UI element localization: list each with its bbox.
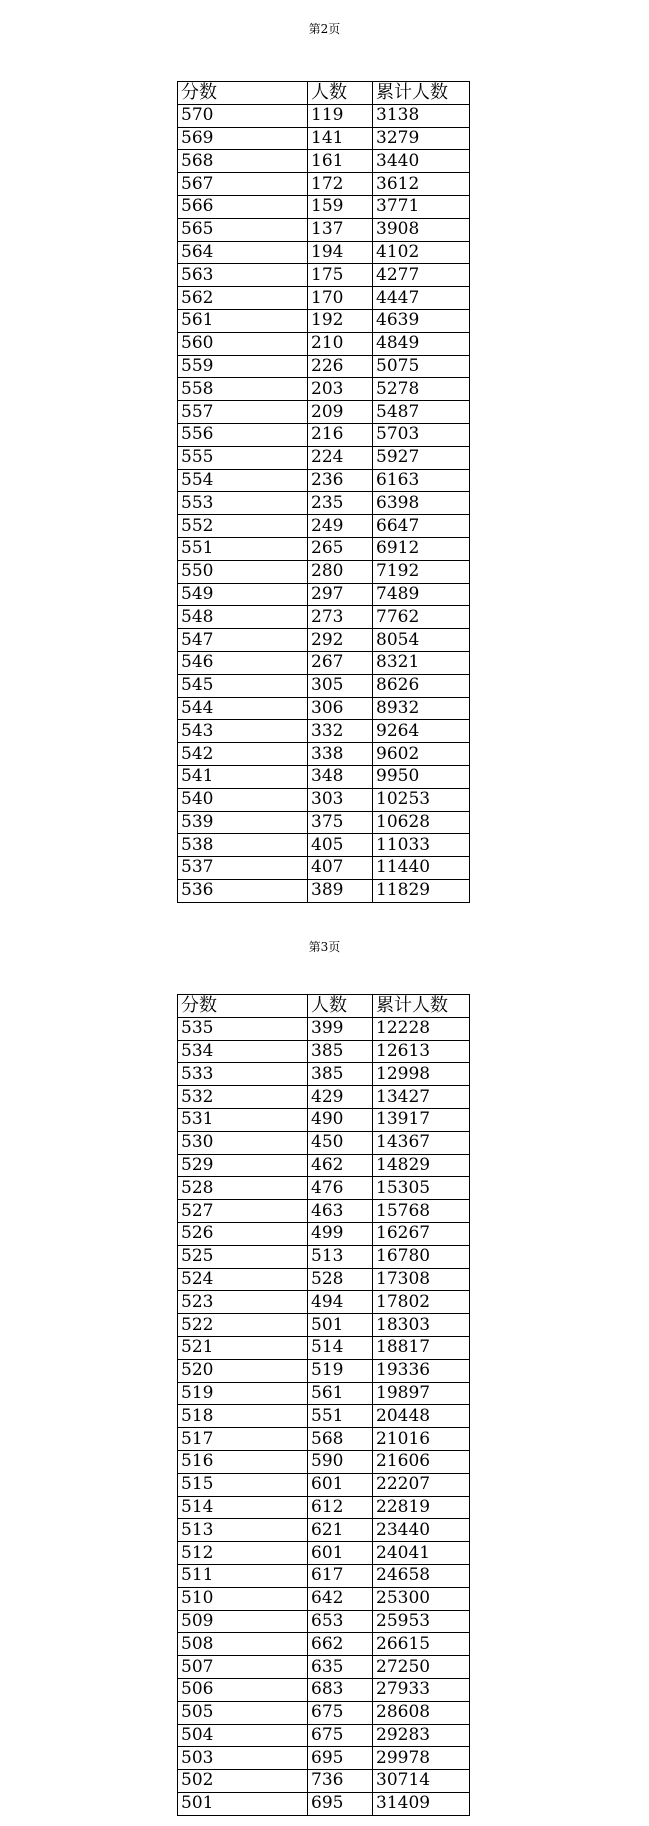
cell-count: 590: [308, 1450, 373, 1473]
cell-score: 536: [178, 879, 308, 902]
cell-score: 532: [178, 1086, 308, 1109]
cell-count: 375: [308, 811, 373, 834]
cell-count: 621: [308, 1519, 373, 1542]
cell-score: 560: [178, 332, 308, 355]
table-row: [178, 765, 470, 788]
header-cumulative: 累计人数: [373, 995, 470, 1018]
table-row: [178, 1154, 470, 1177]
cell-count: 235: [308, 492, 373, 515]
cell-count: 450: [308, 1131, 373, 1154]
table-row: [178, 1564, 470, 1587]
cell-score: 524: [178, 1268, 308, 1291]
cell-score: 566: [178, 195, 308, 218]
cell-cumulative: 22819: [373, 1496, 470, 1519]
cell-score: 547: [178, 629, 308, 652]
cell-score: 508: [178, 1633, 308, 1656]
cell-score: 507: [178, 1656, 308, 1679]
cell-count: 514: [308, 1336, 373, 1359]
table-body: [178, 104, 470, 902]
cell-cumulative: 20448: [373, 1405, 470, 1428]
cell-score: 538: [178, 834, 308, 857]
cell-score: 523: [178, 1291, 308, 1314]
cell-score: 510: [178, 1587, 308, 1610]
table-row: [178, 1291, 470, 1314]
cell-score: 565: [178, 218, 308, 241]
table-row: [178, 1040, 470, 1063]
cell-cumulative: 5703: [373, 423, 470, 446]
cell-count: 675: [308, 1701, 373, 1724]
cell-cumulative: 7762: [373, 606, 470, 629]
table-row: [178, 1086, 470, 1109]
cell-cumulative: 17802: [373, 1291, 470, 1314]
table-row: [178, 1245, 470, 1268]
table-row: [178, 1405, 470, 1428]
cell-score: 546: [178, 651, 308, 674]
cell-score: 563: [178, 264, 308, 287]
table-row: [178, 697, 470, 720]
cell-cumulative: 18303: [373, 1314, 470, 1337]
cell-cumulative: 16780: [373, 1245, 470, 1268]
cell-cumulative: 3440: [373, 150, 470, 173]
cell-count: 332: [308, 720, 373, 743]
cell-count: 653: [308, 1610, 373, 1633]
cell-cumulative: 21016: [373, 1428, 470, 1451]
cell-count: 407: [308, 857, 373, 880]
cell-score: 535: [178, 1017, 308, 1040]
table-row: [178, 674, 470, 697]
table-row: [178, 218, 470, 241]
cell-count: 429: [308, 1086, 373, 1109]
cell-count: 267: [308, 651, 373, 674]
cell-cumulative: 8626: [373, 674, 470, 697]
cell-count: 175: [308, 264, 373, 287]
cell-score: 502: [178, 1770, 308, 1793]
cell-cumulative: 24041: [373, 1542, 470, 1565]
cell-count: 476: [308, 1177, 373, 1200]
cell-score: 556: [178, 423, 308, 446]
cell-count: 490: [308, 1108, 373, 1131]
cell-score: 522: [178, 1314, 308, 1337]
header-count: 人数: [308, 995, 373, 1018]
cell-cumulative: 4102: [373, 241, 470, 264]
cell-score: 505: [178, 1701, 308, 1724]
cell-score: 559: [178, 355, 308, 378]
cell-cumulative: 12228: [373, 1017, 470, 1040]
cell-count: 338: [308, 743, 373, 766]
table-row: [178, 1633, 470, 1656]
table-row: [178, 1792, 470, 1815]
table-row: [178, 1610, 470, 1633]
cell-score: 513: [178, 1519, 308, 1542]
cell-cumulative: 10628: [373, 811, 470, 834]
cell-count: 172: [308, 173, 373, 196]
cell-score: 558: [178, 378, 308, 401]
cell-score: 509: [178, 1610, 308, 1633]
cell-score: 543: [178, 720, 308, 743]
cell-cumulative: 31409: [373, 1792, 470, 1815]
cell-cumulative: 6912: [373, 537, 470, 560]
cell-count: 463: [308, 1200, 373, 1223]
cell-cumulative: 14829: [373, 1154, 470, 1177]
cell-cumulative: 21606: [373, 1450, 470, 1473]
table-row: [178, 355, 470, 378]
table-row: [178, 515, 470, 538]
cell-count: 601: [308, 1473, 373, 1496]
cell-count: 159: [308, 195, 373, 218]
cell-score: 537: [178, 857, 308, 880]
cell-score: 520: [178, 1359, 308, 1382]
cell-count: 297: [308, 583, 373, 606]
cell-cumulative: 26615: [373, 1633, 470, 1656]
cell-cumulative: 23440: [373, 1519, 470, 1542]
cell-cumulative: 11829: [373, 879, 470, 902]
cell-score: 570: [178, 104, 308, 127]
score-table-page-3: [177, 994, 470, 1816]
cell-count: 642: [308, 1587, 373, 1610]
cell-score: 527: [178, 1200, 308, 1223]
cell-cumulative: 12998: [373, 1063, 470, 1086]
table-row: [178, 309, 470, 332]
cell-score: 518: [178, 1405, 308, 1428]
cell-count: 617: [308, 1564, 373, 1587]
cell-cumulative: 3612: [373, 173, 470, 196]
cell-score: 554: [178, 469, 308, 492]
cell-count: 273: [308, 606, 373, 629]
table-row: [178, 378, 470, 401]
cell-count: 119: [308, 104, 373, 127]
cell-cumulative: 13427: [373, 1086, 470, 1109]
table-row: [178, 1200, 470, 1223]
table-row: [178, 1359, 470, 1382]
cell-score: 503: [178, 1747, 308, 1770]
table-row: [178, 287, 470, 310]
cell-count: 405: [308, 834, 373, 857]
cell-cumulative: 29283: [373, 1724, 470, 1747]
cell-score: 534: [178, 1040, 308, 1063]
table-header-row: [178, 82, 470, 105]
cell-cumulative: 4849: [373, 332, 470, 355]
table-row: [178, 104, 470, 127]
header-cumulative: 累计人数: [373, 82, 470, 105]
cell-count: 462: [308, 1154, 373, 1177]
table-row: [178, 264, 470, 287]
cell-score: 506: [178, 1678, 308, 1701]
cell-count: 399: [308, 1017, 373, 1040]
table-row: [178, 195, 470, 218]
cell-count: 494: [308, 1291, 373, 1314]
cell-cumulative: 5927: [373, 446, 470, 469]
cell-cumulative: 4447: [373, 287, 470, 310]
cell-score: 548: [178, 606, 308, 629]
cell-count: 635: [308, 1656, 373, 1679]
table-row: [178, 1428, 470, 1451]
table-row: [178, 1587, 470, 1610]
cell-cumulative: 19897: [373, 1382, 470, 1405]
cell-count: 513: [308, 1245, 373, 1268]
cell-score: 542: [178, 743, 308, 766]
cell-cumulative: 8932: [373, 697, 470, 720]
cell-score: 540: [178, 788, 308, 811]
page-label: 第2页: [308, 22, 341, 36]
cell-score: 553: [178, 492, 308, 515]
table-row: [178, 1063, 470, 1086]
table-row: [178, 1177, 470, 1200]
cell-count: 236: [308, 469, 373, 492]
table-row: [178, 1678, 470, 1701]
cell-cumulative: 15768: [373, 1200, 470, 1223]
cell-score: 528: [178, 1177, 308, 1200]
cell-cumulative: 3908: [373, 218, 470, 241]
cell-cumulative: 24658: [373, 1564, 470, 1587]
header-score: 分数: [178, 82, 308, 105]
table-row: [178, 423, 470, 446]
header-count: 人数: [308, 82, 373, 105]
table-row: [178, 788, 470, 811]
cell-count: 265: [308, 537, 373, 560]
cell-count: 305: [308, 674, 373, 697]
cell-count: 192: [308, 309, 373, 332]
table-row: [178, 1496, 470, 1519]
cell-score: 514: [178, 1496, 308, 1519]
cell-count: 612: [308, 1496, 373, 1519]
cell-score: 541: [178, 765, 308, 788]
cell-score: 555: [178, 446, 308, 469]
cell-cumulative: 6647: [373, 515, 470, 538]
cell-score: 512: [178, 1542, 308, 1565]
cell-cumulative: 6163: [373, 469, 470, 492]
cell-cumulative: 30714: [373, 1770, 470, 1793]
cell-cumulative: 5278: [373, 378, 470, 401]
table-row: [178, 1017, 470, 1040]
cell-count: 203: [308, 378, 373, 401]
cell-cumulative: 15305: [373, 1177, 470, 1200]
table-row: [178, 1519, 470, 1542]
table-row: [178, 241, 470, 264]
cell-score: 567: [178, 173, 308, 196]
table-row: [178, 469, 470, 492]
table-row: [178, 1701, 470, 1724]
table-row: [178, 1450, 470, 1473]
table-row: [178, 492, 470, 515]
cell-score: 549: [178, 583, 308, 606]
cell-count: 568: [308, 1428, 373, 1451]
cell-score: 550: [178, 560, 308, 583]
table-row: [178, 651, 470, 674]
cell-cumulative: 27250: [373, 1656, 470, 1679]
cell-cumulative: 4639: [373, 309, 470, 332]
cell-cumulative: 25300: [373, 1587, 470, 1610]
score-table-page-2: [177, 81, 470, 903]
cell-score: 544: [178, 697, 308, 720]
cell-cumulative: 22207: [373, 1473, 470, 1496]
cell-cumulative: 7192: [373, 560, 470, 583]
cell-score: 519: [178, 1382, 308, 1405]
cell-count: 303: [308, 788, 373, 811]
cell-count: 141: [308, 127, 373, 150]
cell-count: 501: [308, 1314, 373, 1337]
cell-count: 385: [308, 1040, 373, 1063]
cell-count: 385: [308, 1063, 373, 1086]
table-row: [178, 1108, 470, 1131]
cell-cumulative: 9602: [373, 743, 470, 766]
header-score: 分数: [178, 995, 308, 1018]
cell-cumulative: 10253: [373, 788, 470, 811]
cell-score: 531: [178, 1108, 308, 1131]
cell-count: 224: [308, 446, 373, 469]
cell-count: 249: [308, 515, 373, 538]
cell-count: 675: [308, 1724, 373, 1747]
table-row: [178, 1314, 470, 1337]
cell-count: 389: [308, 879, 373, 902]
table-row: [178, 1473, 470, 1496]
table-row: [178, 401, 470, 424]
table-body: [178, 1017, 470, 1815]
cell-count: 226: [308, 355, 373, 378]
cell-cumulative: 3279: [373, 127, 470, 150]
cell-count: 306: [308, 697, 373, 720]
cell-cumulative: 4277: [373, 264, 470, 287]
cell-count: 161: [308, 150, 373, 173]
cell-cumulative: 7489: [373, 583, 470, 606]
cell-cumulative: 25953: [373, 1610, 470, 1633]
table-row: [178, 1268, 470, 1291]
table-row: [178, 173, 470, 196]
cell-cumulative: 3138: [373, 104, 470, 127]
table-row: [178, 537, 470, 560]
cell-count: 662: [308, 1633, 373, 1656]
cell-cumulative: 12613: [373, 1040, 470, 1063]
cell-score: 551: [178, 537, 308, 560]
cell-score: 552: [178, 515, 308, 538]
cell-cumulative: 8321: [373, 651, 470, 674]
table-row: [178, 857, 470, 880]
cell-cumulative: 14367: [373, 1131, 470, 1154]
table-row: [178, 1542, 470, 1565]
cell-score: 504: [178, 1724, 308, 1747]
table-row: [178, 583, 470, 606]
cell-cumulative: 5075: [373, 355, 470, 378]
table-row: [178, 834, 470, 857]
table-row: [178, 1747, 470, 1770]
cell-cumulative: 29978: [373, 1747, 470, 1770]
cell-count: 551: [308, 1405, 373, 1428]
cell-cumulative: 11440: [373, 857, 470, 880]
cell-cumulative: 19336: [373, 1359, 470, 1382]
table-row: [178, 879, 470, 902]
table-row: [178, 811, 470, 834]
table-row: [178, 1770, 470, 1793]
cell-count: 348: [308, 765, 373, 788]
table-row: [178, 606, 470, 629]
table-row: [178, 127, 470, 150]
page-label: 第3页: [308, 940, 341, 954]
cell-score: 569: [178, 127, 308, 150]
cell-count: 683: [308, 1678, 373, 1701]
table-row: [178, 720, 470, 743]
cell-score: 515: [178, 1473, 308, 1496]
cell-score: 545: [178, 674, 308, 697]
cell-score: 557: [178, 401, 308, 424]
cell-cumulative: 9264: [373, 720, 470, 743]
table-row: [178, 1131, 470, 1154]
table-row: [178, 150, 470, 173]
table-header-row: [178, 995, 470, 1018]
cell-cumulative: 9950: [373, 765, 470, 788]
cell-score: 529: [178, 1154, 308, 1177]
cell-count: 519: [308, 1359, 373, 1382]
cell-score: 501: [178, 1792, 308, 1815]
cell-count: 601: [308, 1542, 373, 1565]
table-row: [178, 446, 470, 469]
cell-count: 561: [308, 1382, 373, 1405]
cell-score: 561: [178, 309, 308, 332]
cell-count: 209: [308, 401, 373, 424]
table-row: [178, 1336, 470, 1359]
cell-count: 137: [308, 218, 373, 241]
cell-score: 562: [178, 287, 308, 310]
cell-score: 533: [178, 1063, 308, 1086]
table-row: [178, 743, 470, 766]
cell-count: 528: [308, 1268, 373, 1291]
cell-cumulative: 8054: [373, 629, 470, 652]
cell-cumulative: 17308: [373, 1268, 470, 1291]
cell-cumulative: 13917: [373, 1108, 470, 1131]
cell-cumulative: 16267: [373, 1222, 470, 1245]
cell-count: 695: [308, 1747, 373, 1770]
table-row: [178, 1222, 470, 1245]
table-row: [178, 560, 470, 583]
table-row: [178, 629, 470, 652]
cell-cumulative: 18817: [373, 1336, 470, 1359]
cell-count: 736: [308, 1770, 373, 1793]
cell-cumulative: 28608: [373, 1701, 470, 1724]
cell-count: 170: [308, 287, 373, 310]
cell-score: 530: [178, 1131, 308, 1154]
cell-cumulative: 3771: [373, 195, 470, 218]
cell-score: 525: [178, 1245, 308, 1268]
cell-score: 511: [178, 1564, 308, 1587]
cell-score: 521: [178, 1336, 308, 1359]
table-row: [178, 1656, 470, 1679]
table-row: [178, 1382, 470, 1405]
cell-cumulative: 11033: [373, 834, 470, 857]
cell-score: 516: [178, 1450, 308, 1473]
cell-count: 292: [308, 629, 373, 652]
cell-count: 210: [308, 332, 373, 355]
cell-count: 499: [308, 1222, 373, 1245]
cell-score: 539: [178, 811, 308, 834]
table-row: [178, 1724, 470, 1747]
cell-score: 526: [178, 1222, 308, 1245]
cell-count: 216: [308, 423, 373, 446]
cell-score: 517: [178, 1428, 308, 1451]
table-row: [178, 332, 470, 355]
cell-score: 564: [178, 241, 308, 264]
cell-count: 194: [308, 241, 373, 264]
cell-count: 280: [308, 560, 373, 583]
cell-score: 568: [178, 150, 308, 173]
cell-cumulative: 5487: [373, 401, 470, 424]
cell-cumulative: 6398: [373, 492, 470, 515]
cell-count: 695: [308, 1792, 373, 1815]
cell-cumulative: 27933: [373, 1678, 470, 1701]
